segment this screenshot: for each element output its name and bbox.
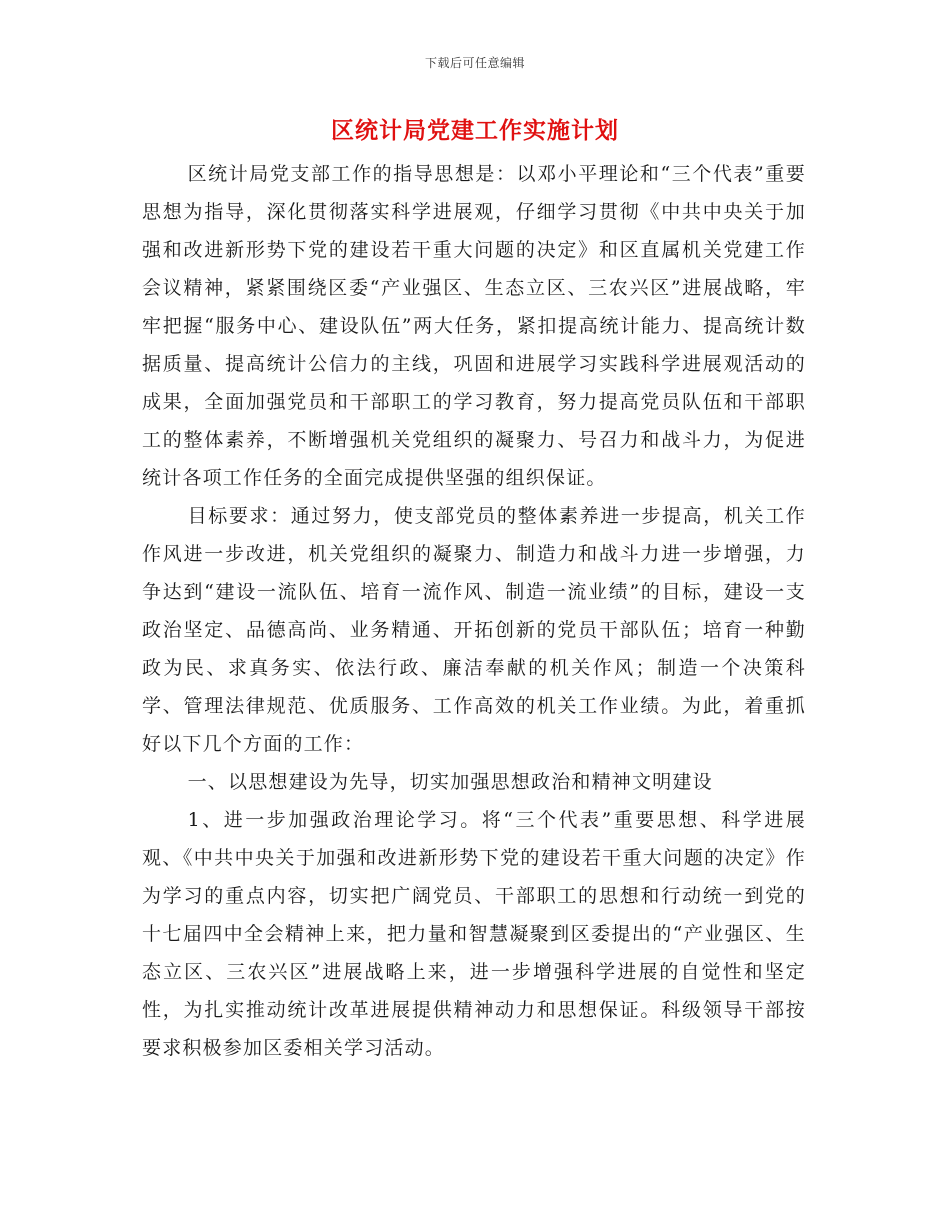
header-note: 下载后可任意编辑 xyxy=(424,56,525,70)
section-heading-1: 一、以思想建设为先导，切实加强思想政治和精神文明建设 xyxy=(187,771,713,793)
paragraph-guiding-ideology: 区统计局党支部工作的指导思想是：以邓小平理论和“三个代表”重要思想为指导，深化贯彻落实科学进展观，仔细学习贯彻《中共中央关于加强和改进新形势下党的建设若干重大问题的决定》和区直属机关党建工作会议精神，紧紧围绕区委“产业强区、生态立区、三农兴区”进展战略，牢牢把握“服务中心、建设队伍”两大任务，紧扣提高统计能力、提高统计数据质量、提高统计公信力的主线，巩固和进展学习实践科学进展观活动的成果，全面加强党员和干部职工的学习教育，努力提高党员队伍和干部职工的整体素养，不断增强机关党组织的凝聚力、号召力和战斗力，为促进统计各项工作任务的全面完成提供坚强的组织保证。 xyxy=(142,163,806,489)
document-title: 区统计局党建工作实施计划 xyxy=(331,117,619,144)
paragraph-item-1: 1、进一步加强政治理论学习。将“三个代表”重要思想、科学进展观、《中共中央关于加强和改进新形势下党的建设若干重大问题的决定》作为学习的重点内容，切实把广阔党员、干部职工的思想和行动统一到党的十七届四中全会精神上来，把力量和智慧凝聚到区委提出的“产业强区、生态立区、三农兴区”进展战略上来，进一步增强科学进展的自觉性和坚定性，为扎实推动统计改革进展提供精神动力和思想保证。科级领导干部按要求积极参加区委相关学习活动。 xyxy=(142,809,806,1059)
paragraph-goals: 目标要求：通过努力，使支部党员的整体素养进一步提高，机关工作作风进一步改进，机关党组织的凝聚力、制造力和战斗力进一步增强，力争达到“建设一流队伍、培育一流作风、制造一流业绩”的目标，建设一支政治坚定、品德高尚、业务精通、开拓创新的党员干部队伍；培育一种勤政为民、求真务实、依法行政、廉洁奉献的机关作风；制造一个决策科学、管理法律规范、优质服务、工作高效的机关工作业绩。为此，着重抓好以下几个方面的工作： xyxy=(142,505,806,755)
document-body xyxy=(142,155,806,1067)
